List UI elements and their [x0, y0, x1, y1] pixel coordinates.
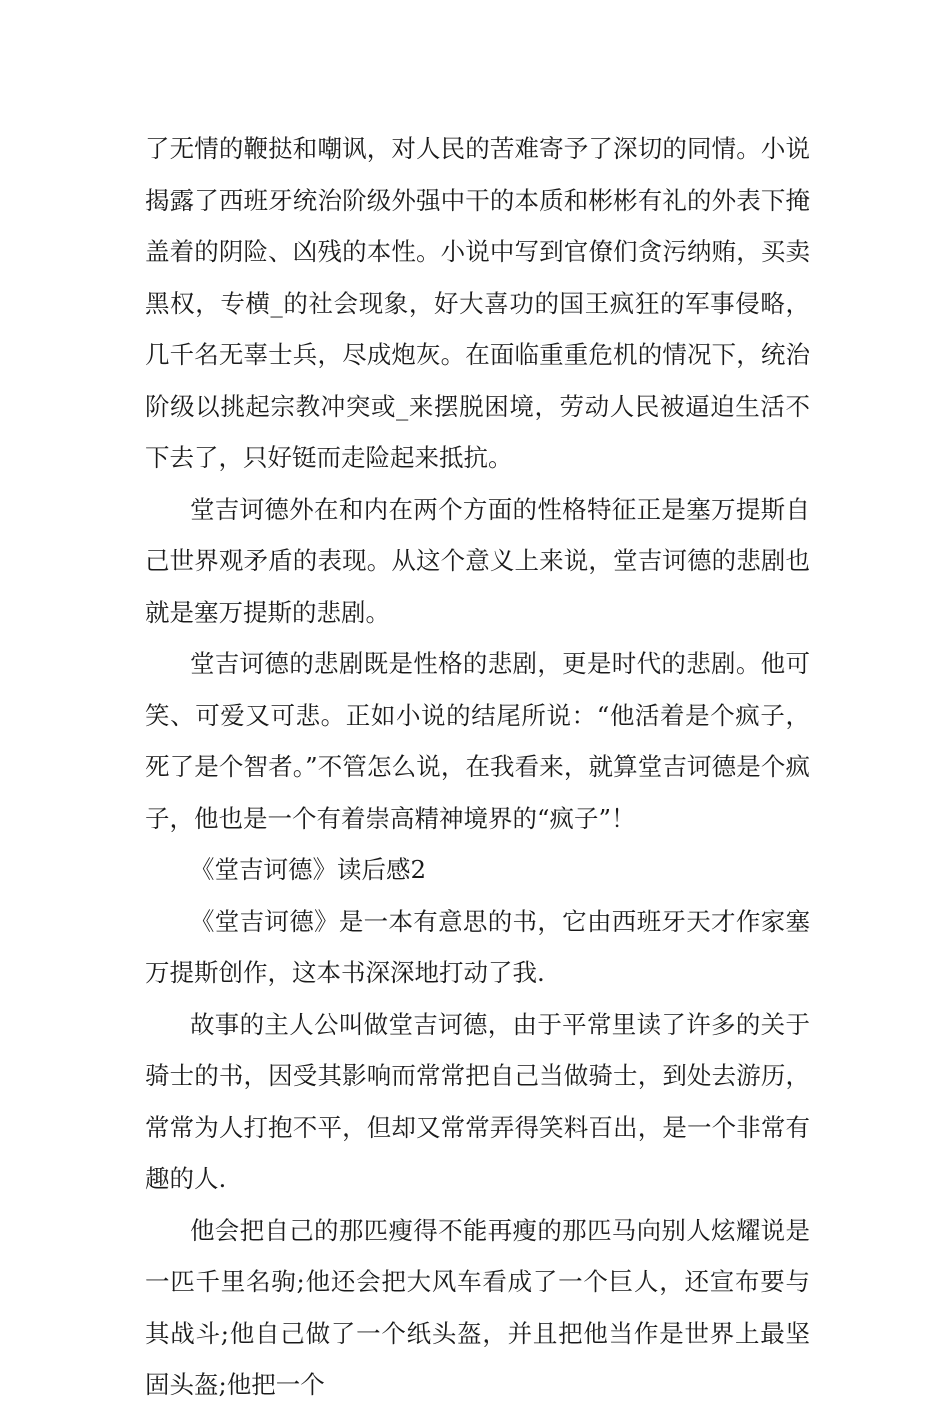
paragraph-2: 堂吉诃德外在和内在两个方面的性格特征正是塞万提斯自己世界观矛盾的表现。从这个意义上来说，堂吉诃德的悲剧也就是塞万提斯的悲剧。 [145, 494, 810, 627]
paragraph-4: 《堂吉诃德》是一本有意思的书，它由西班牙天才作家塞万提斯创作，这本书深深地打动了我. [145, 906, 810, 987]
paragraph-3: 堂吉诃德的悲剧既是性格的悲剧，更是时代的悲剧。他可笑、可爱又可悲。正如小说的结尾所说：“他活着是个疯子，死了是个智者。”不管怎么说，在我看来，就算堂吉诃德是个疯子，他也是一个有着崇高精神境界的“疯子”！ [145, 649, 810, 833]
paragraph-6: 他会把自己的那匹瘦得不能再瘦的那匹马向别人炫耀说是一匹千里名驹;他还会把大风车看成了一个巨人，还宣布要与其战斗;他自己做了一个纸头盔，并且把他当作是世界上最坚固头盔;他把一个 [145, 1215, 810, 1399]
section-heading: 《堂吉诃德》读后感2 [190, 855, 427, 884]
paragraph-5: 故事的主人公叫做堂吉诃德，由于平常里读了许多的关于骑士的书，因受其影响而常常把自己当做骑士，到处去游历，常常为人打抱不平，但却又常常弄得笑料百出，是一个非常有趣的人. [145, 1009, 810, 1193]
document-body [145, 123, 810, 1411]
paragraph-1: 了无情的鞭挞和嘲讽，对人民的苦难寄予了深切的同情。小说揭露了西班牙统治阶级外强中干的本质和彬彬有礼的外表下掩盖着的阴险、凶残的本性。小说中写到官僚们贪污纳贿，买卖黑权，专横_的社会现象，好大喜功的国王疯狂的军事侵略，几千名无辜士兵，尽成炮灰。在面临重重危机的情况下，统治阶级以挑起宗教冲突或_来摆脱困境，劳动人民被逼迫生活不下去了，只好铤而走险起来抵抗。 [145, 134, 810, 472]
